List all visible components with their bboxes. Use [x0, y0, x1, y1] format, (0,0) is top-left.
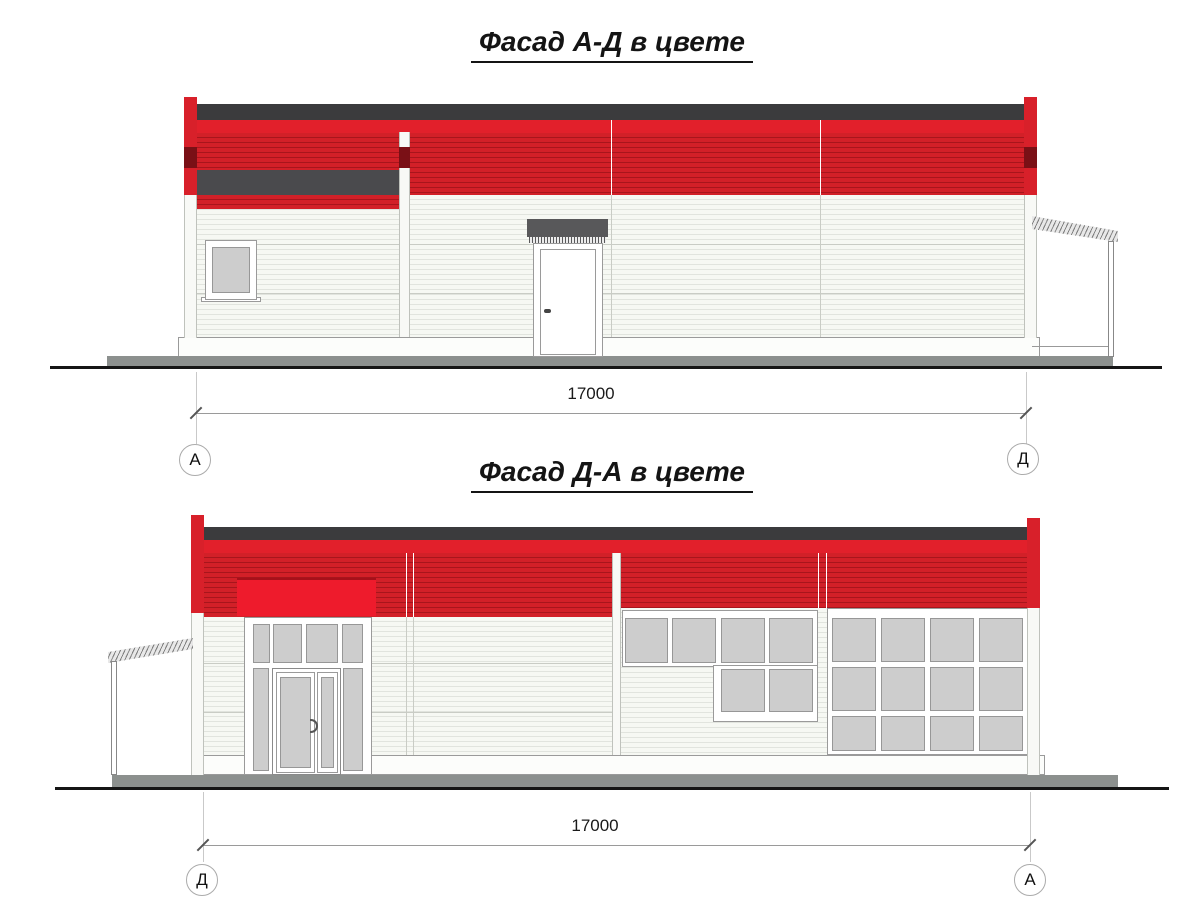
panel-seam — [413, 553, 414, 617]
window-glass — [672, 618, 716, 663]
ground-pavement — [112, 775, 1118, 787]
window-glass — [769, 669, 813, 712]
shopfront-glass — [832, 667, 876, 711]
right-corner-pilaster — [1027, 518, 1040, 608]
shopfront-glass — [979, 667, 1023, 711]
dimension-line — [203, 845, 1030, 846]
transom-glass — [273, 624, 302, 663]
shopfront-glass — [832, 618, 876, 662]
shopfront-glass — [930, 667, 974, 711]
shopfront-glass — [881, 716, 925, 751]
side-canopy-roof — [108, 638, 193, 664]
sidelight-glass-right — [343, 668, 363, 771]
facade-da-title-text: Фасад Д-А в цвете — [471, 456, 753, 493]
window-glass — [625, 618, 668, 663]
right-corner-pilaster-base — [1027, 608, 1040, 775]
transom-glass — [306, 624, 338, 663]
axis-marker-left: А — [179, 444, 211, 476]
left-corner-pilaster — [191, 515, 204, 613]
window-glass — [769, 618, 813, 663]
axis-extension-line — [1030, 792, 1031, 862]
door-glass-left — [280, 677, 311, 768]
panel-seam — [413, 617, 414, 755]
transom-glass — [342, 624, 363, 663]
panel-seam — [406, 617, 407, 755]
shopfront-glass — [979, 618, 1023, 662]
door-glass-right — [321, 677, 334, 768]
red-siding-band-right — [620, 553, 1027, 608]
entrance-signboard — [237, 578, 376, 616]
window-glass — [721, 618, 765, 663]
shopfront-glass — [832, 716, 876, 751]
panel-seam — [826, 553, 827, 608]
panel-seam — [406, 553, 407, 617]
shopfront-glass — [979, 716, 1023, 751]
axis-extension-line — [203, 792, 204, 862]
side-canopy-post — [111, 661, 117, 775]
axis-marker-right: А — [1014, 864, 1046, 896]
dimension-label: 17000 — [571, 816, 619, 835]
mid-pilaster — [612, 553, 621, 755]
window-glass — [721, 669, 765, 712]
ground-line — [55, 787, 1169, 790]
axis-marker-right: Д — [1007, 443, 1039, 475]
axis-marker-left: Д — [186, 864, 218, 896]
facade-ad-title-text: Фасад А-Д в цвете — [471, 26, 753, 63]
left-corner-pilaster-base — [191, 613, 204, 775]
shopfront-glass — [930, 716, 974, 751]
shopfront-glass — [881, 618, 925, 662]
panel-seam — [818, 553, 819, 608]
sidelight-glass-left — [253, 668, 269, 771]
shopfront-glass — [930, 618, 974, 662]
roof-fascia-band — [203, 527, 1027, 540]
shopfront-glass — [881, 667, 925, 711]
transom-glass — [253, 624, 270, 663]
dimension-label: 17000 — [567, 384, 615, 403]
parapet-red-strip — [203, 540, 1027, 553]
